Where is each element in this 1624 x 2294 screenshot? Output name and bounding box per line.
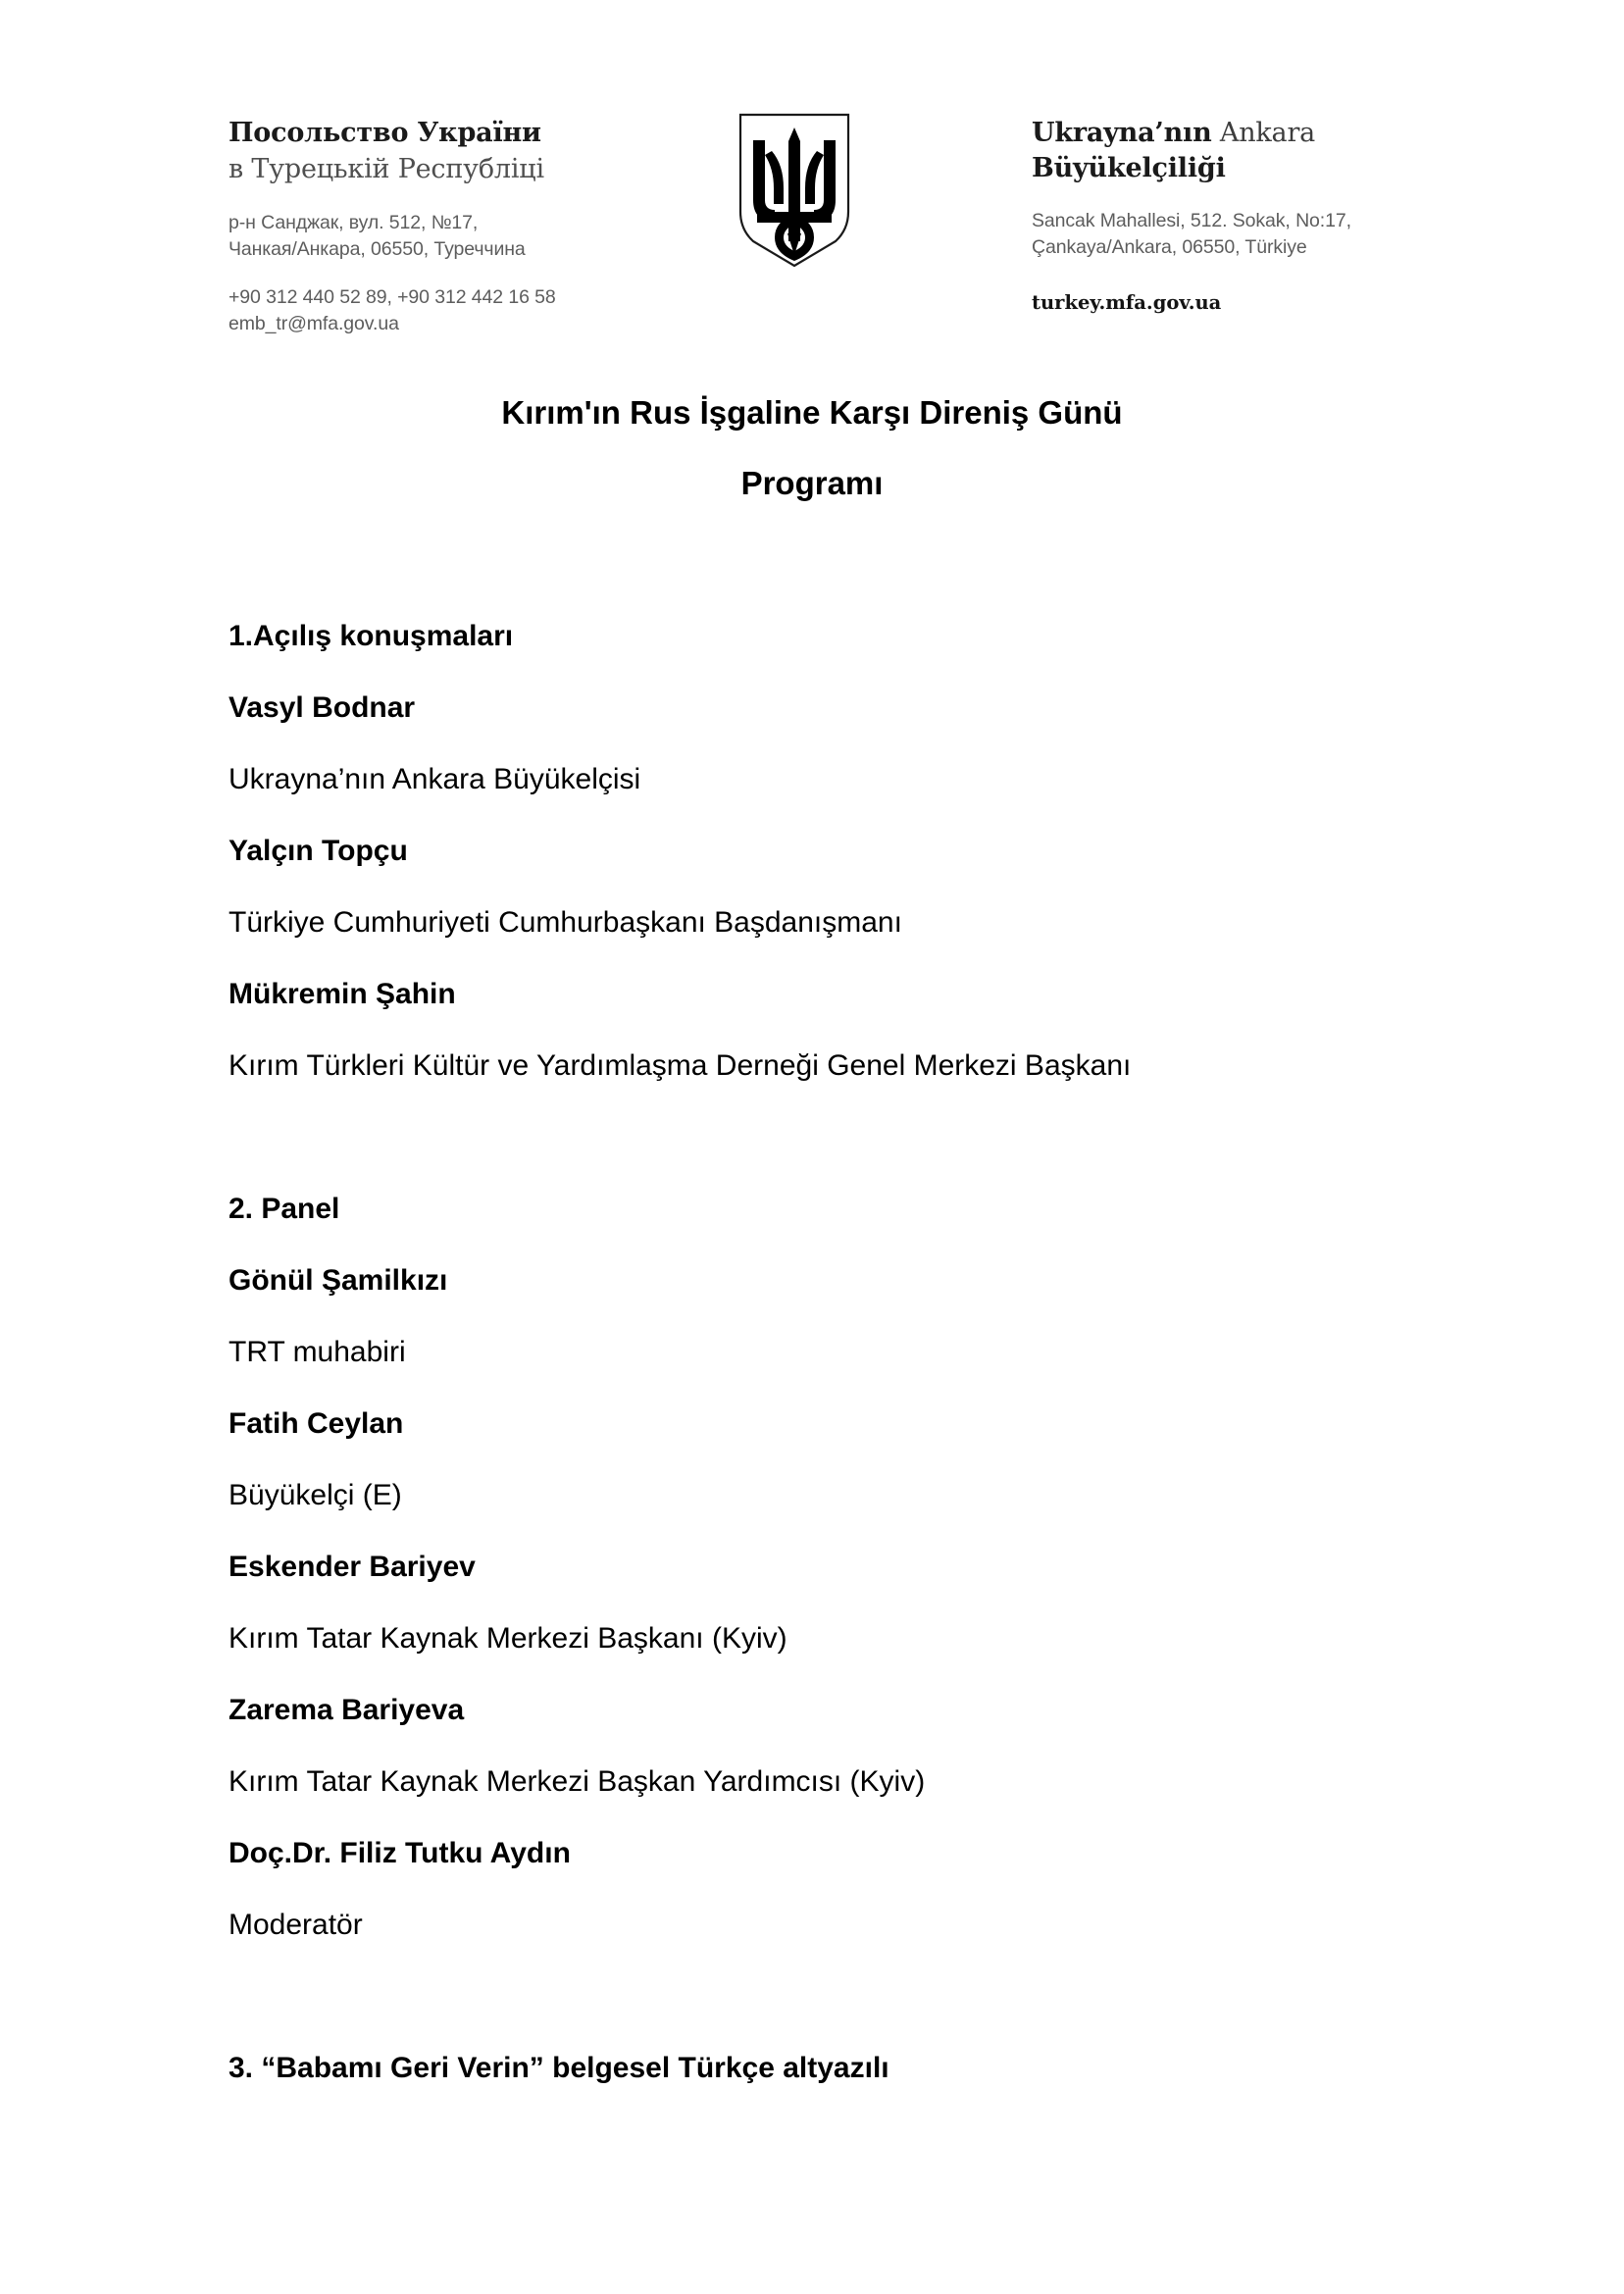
address-tr-line1: Sancak Mahallesi, 512. Sokak, No:17, <box>1032 210 1351 231</box>
address-tr-line2: Çankaya/Ankara, 06550, Türkiye <box>1032 236 1307 258</box>
panelist-role: TRT muhabiri <box>228 1336 406 1368</box>
address-uk-line1: р-н Санджак, вул. 512, №17, <box>228 212 479 233</box>
panelist-role: Kırım Tatar Kaynak Merkezi Başkanı (Kyiv) <box>228 1622 787 1655</box>
embassy-contact-uk <box>228 284 650 337</box>
letterhead <box>0 0 1624 363</box>
section-1-heading: 1.Açılış konuşmaları <box>228 620 514 652</box>
panelist-role: Büyükelçi (E) <box>228 1479 402 1511</box>
embassy-name-tr-line2: Büyükelçiliği <box>1032 153 1226 183</box>
ukraine-trident-coat-of-arms-icon <box>698 106 890 273</box>
panelist-name: Zarema Bariyeva <box>228 1694 465 1726</box>
embassy-name-uk-line2: в Турецькій Республіці <box>228 154 544 184</box>
embassy-name-tr-regular: Ankara <box>1211 118 1316 148</box>
panelist-name: Doç.Dr. Filiz Tutku Aydın <box>228 1837 571 1869</box>
embassy-address-tr <box>1032 208 1444 261</box>
section-gap <box>228 1961 1454 2032</box>
speaker-name: Yalçın Topçu <box>228 835 408 867</box>
panelist-role: Moderatör <box>228 1909 363 1941</box>
program-body <box>228 600 1454 2104</box>
phone-numbers: +90 312 440 52 89, +90 312 442 16 58 <box>228 286 556 308</box>
speaker-role: Ukrayna’nın Ankara Büyükelçisi <box>228 763 641 795</box>
embassy-name-tr-line1 <box>1032 116 1444 151</box>
section-3-heading: 3. “Babamı Geri Verin” belgesel Türkçe altyazılı <box>228 2052 889 2084</box>
section-gap <box>228 1101 1454 1173</box>
panelist-role: Kırım Tatar Kaynak Merkezi Başkan Yardımcısı (Kyiv) <box>228 1765 926 1798</box>
panelist-name: Fatih Ceylan <box>228 1407 404 1440</box>
page-title <box>228 378 1396 519</box>
embassy-name-tr-bold: Ukrayna’nın <box>1032 118 1212 148</box>
speaker-name: Mükremin Şahin <box>228 978 456 1010</box>
speaker-role: Kırım Türkleri Kültür ve Yardımlaşma Derneği Genel Merkezi Başkanı <box>228 1049 1132 1082</box>
page-title-line1: Kırım'ın Rus İşgaline Karşı Direniş Günü <box>501 394 1123 431</box>
website-url[interactable]: turkey.mfa.gov.ua <box>1032 291 1222 314</box>
embassy-name-uk-line1: Посольство України <box>228 118 541 148</box>
panelist-name: Eskender Bariyev <box>228 1551 476 1583</box>
speaker-role: Türkiye Cumhuriyeti Cumhurbaşkanı Başdanışmanı <box>228 906 902 939</box>
email-address[interactable]: emb_tr@mfa.gov.ua <box>228 313 399 334</box>
page-title-line2: Programı <box>740 465 884 501</box>
letterhead-ukrainian <box>228 116 650 337</box>
letterhead-turkish <box>1032 116 1444 316</box>
embassy-address-uk <box>228 210 650 263</box>
section-2-heading: 2. Panel <box>228 1193 340 1225</box>
speaker-name: Vasyl Bodnar <box>228 691 416 724</box>
panelist-name: Gönül Şamilkızı <box>228 1264 448 1297</box>
address-uk-line2: Чанкая/Анкара, 06550, Туреччина <box>228 238 526 260</box>
